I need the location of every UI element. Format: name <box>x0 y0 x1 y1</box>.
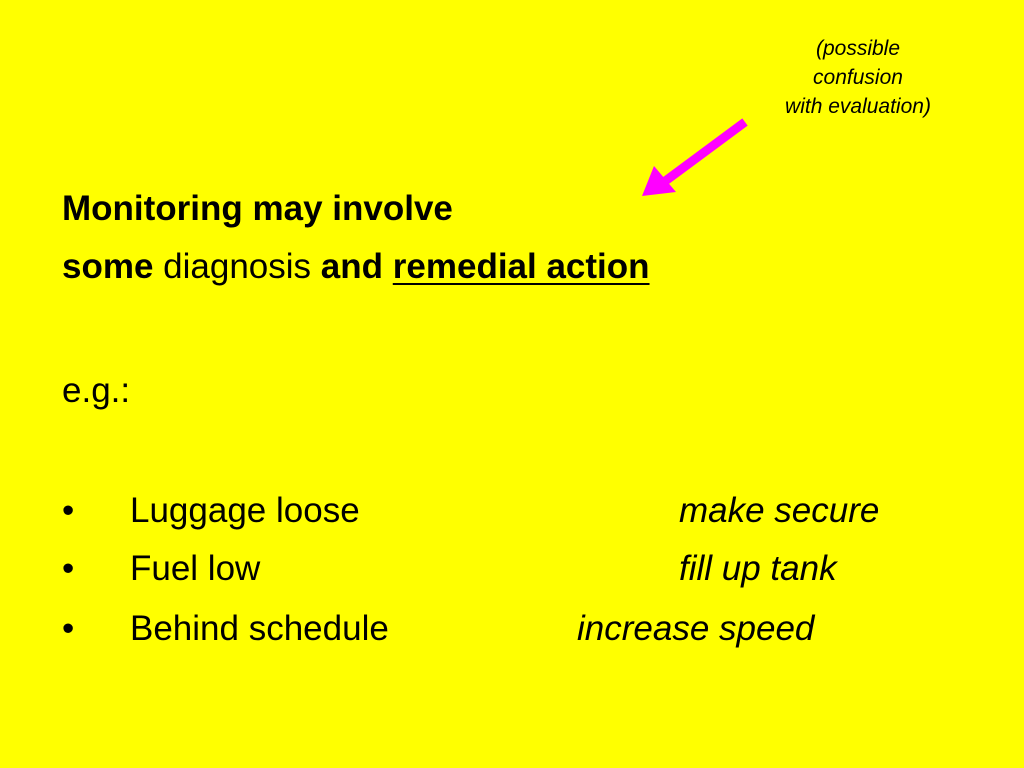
action-text: increase speed <box>577 609 815 648</box>
heading-line-1: Monitoring may involve <box>62 189 453 228</box>
heading-diagnosis: diagnosis <box>163 247 312 286</box>
heading-some: some <box>62 247 154 286</box>
side-note <box>760 34 956 121</box>
action-text: make secure <box>679 491 880 530</box>
side-note-line: with evaluation) <box>785 95 931 118</box>
side-note-line: (possible <box>815 37 901 60</box>
example-label: e.g.: <box>62 371 131 410</box>
arrow-down-left-icon <box>630 108 760 208</box>
action-text: fill up tank <box>679 549 837 588</box>
bullet: • <box>62 491 75 530</box>
heading-and: and <box>320 247 384 286</box>
bullet: • <box>62 549 75 588</box>
bullet: • <box>62 609 75 648</box>
issue-text: Fuel low <box>130 549 261 588</box>
heading-remedial-action: remedial action <box>392 247 650 286</box>
issue-text: Behind schedule <box>130 609 389 648</box>
side-note-line: confusion <box>813 66 903 89</box>
issue-text: Luggage loose <box>130 491 360 530</box>
heading-line-2 <box>62 246 650 288</box>
